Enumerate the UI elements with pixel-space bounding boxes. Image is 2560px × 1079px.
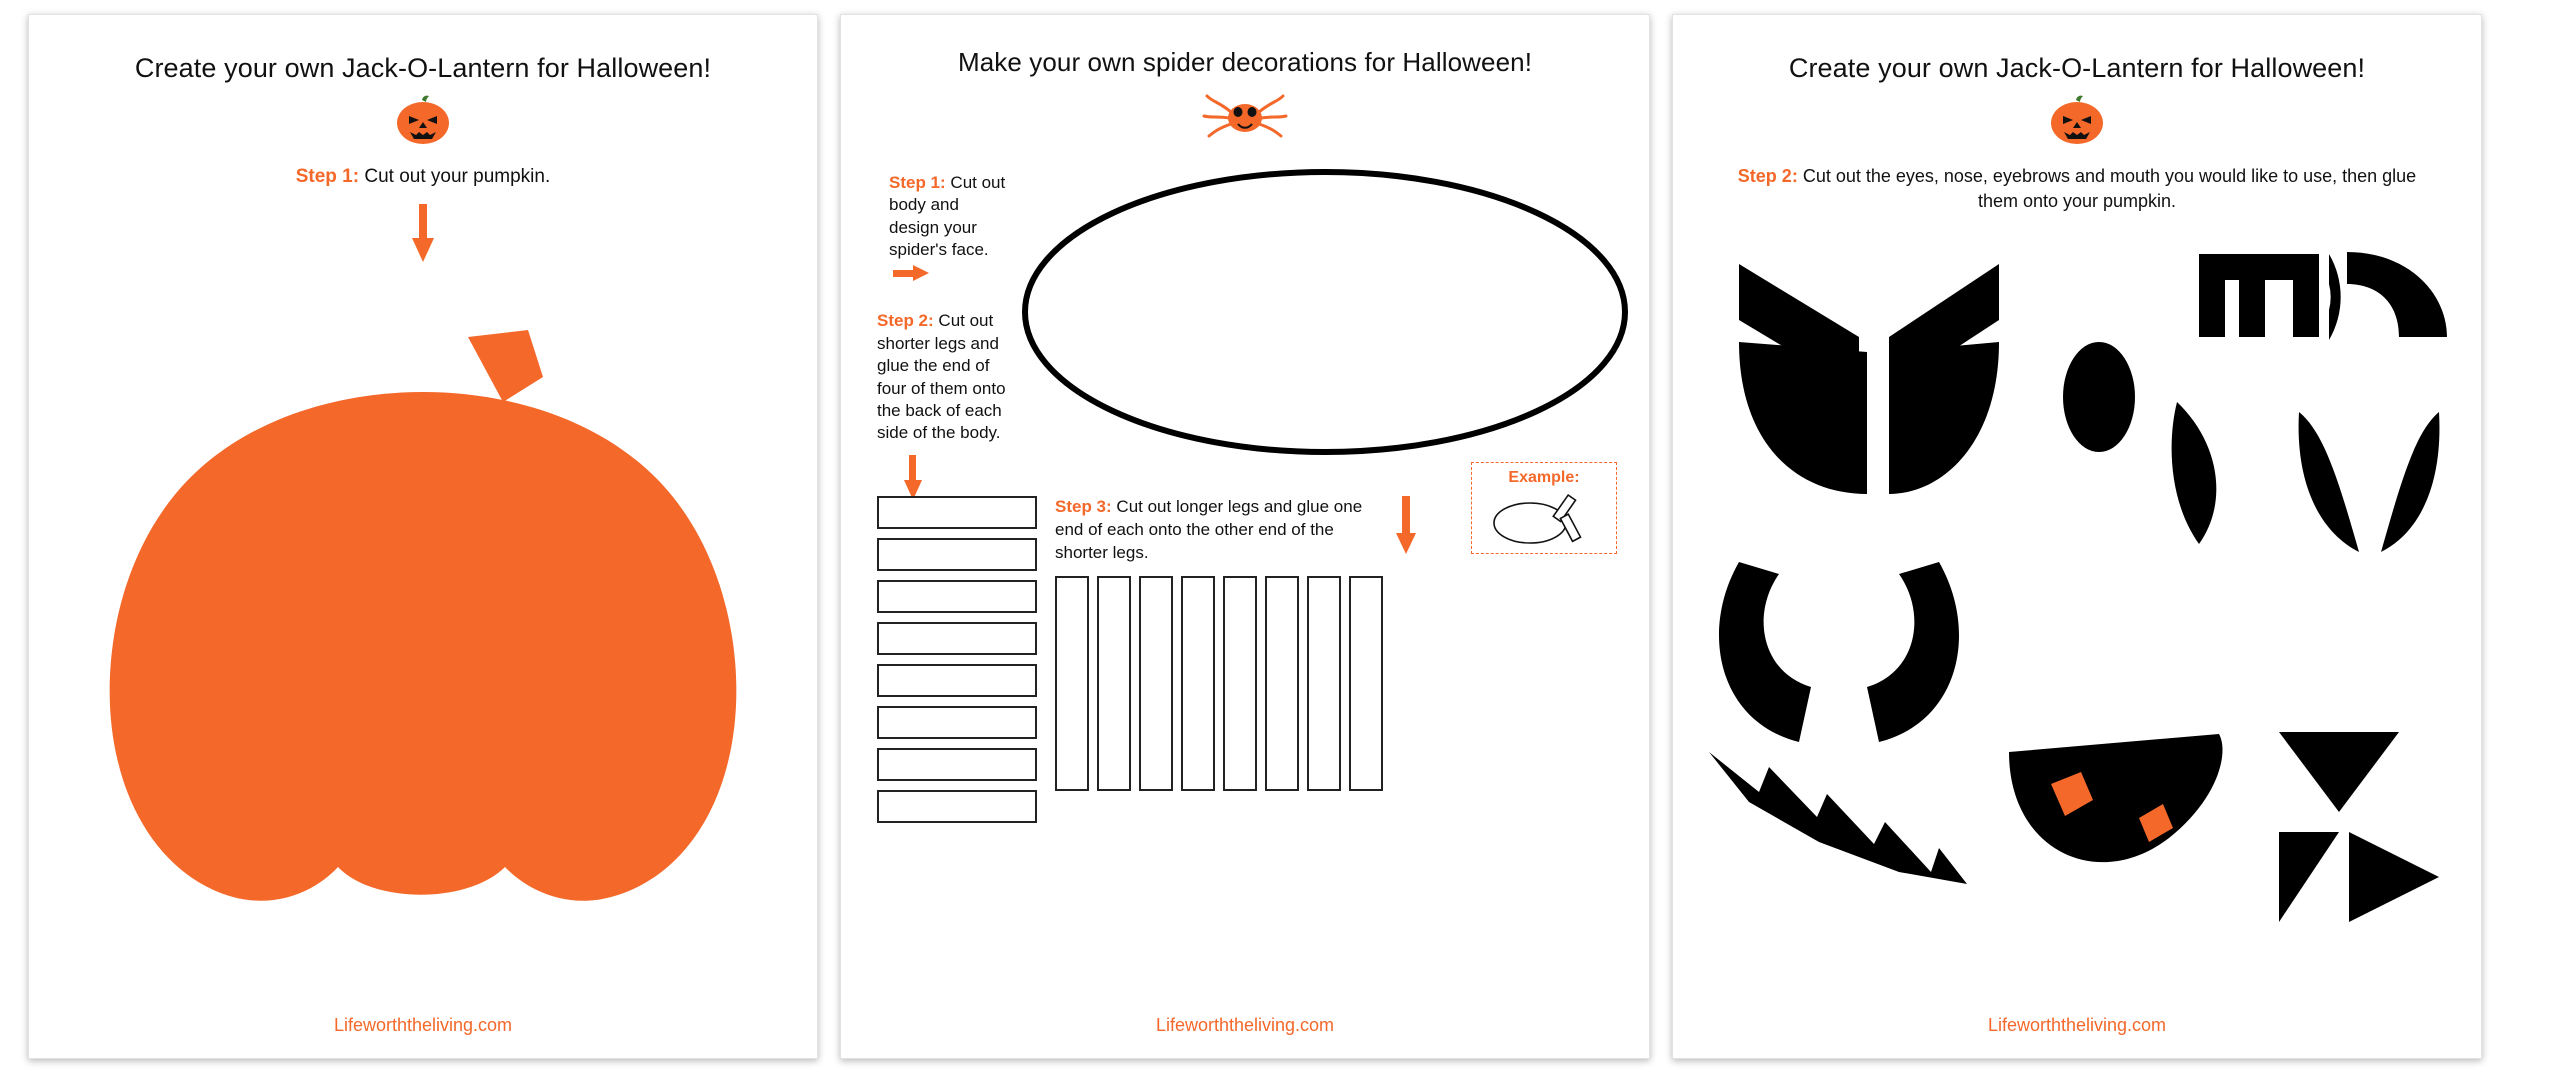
step-label: Step 2: — [1737, 166, 1798, 186]
spider-icon — [1201, 86, 1289, 144]
step-3-text — [1055, 496, 1385, 565]
sheet-pumpkin-template — [28, 14, 818, 1059]
footer-credit: Lifeworththeliving.com — [333, 1015, 513, 1035]
step-label: Step 3: — [1055, 497, 1112, 516]
leg-long-cutout — [1223, 576, 1257, 791]
nose-oval-cutout — [2063, 342, 2135, 452]
arrow-down-icon — [410, 204, 436, 264]
mouth-smile-cutout — [2009, 734, 2222, 862]
tooth-triangle-right — [2349, 832, 2439, 922]
example-label: Example: — [1508, 469, 1580, 486]
footer-credit: Lifeworththeliving.com — [1987, 1015, 2167, 1035]
step-label: Step 1: — [889, 173, 946, 192]
leg-short-cutout — [877, 790, 1037, 823]
step-label: Step 1: — [295, 166, 360, 187]
eyebrow-leaf-left-cutout — [2299, 412, 2359, 552]
step-1-text — [889, 172, 1009, 284]
nose-leaf-cutout — [2172, 402, 2217, 544]
step-label: Step 2: — [877, 311, 934, 331]
eye-left-cutout — [1739, 342, 1867, 494]
leg-short-cutout — [877, 706, 1037, 739]
arrow-right-icon — [893, 265, 929, 281]
spider-body-cutout — [1015, 162, 1635, 462]
short-legs-group — [877, 496, 1037, 832]
jack-o-lantern-icon — [392, 94, 454, 146]
leg-long-cutout — [1307, 576, 1341, 791]
spider-steps-column — [877, 172, 1009, 501]
example-box — [1471, 462, 1617, 554]
leg-long-cutout — [1349, 576, 1383, 791]
leg-short-cutout — [877, 538, 1037, 571]
eyebrow-leaf-right-cutout — [2381, 412, 2439, 552]
step-text: Cut out longer legs and glue one end of each onto the other end of the shorter legs. — [1055, 497, 1363, 562]
sheet-face-parts-template — [1672, 14, 2482, 1059]
spider-parts-area — [867, 144, 1623, 1024]
step-text: Cut out body and design your spider's face. — [889, 173, 1006, 260]
sheet-spider-template — [840, 14, 1650, 1059]
pumpkin-cutout-shape — [73, 282, 773, 942]
leg-long-cutout — [1181, 576, 1215, 791]
arrow-down-icon — [903, 455, 923, 501]
leg-long-cutout — [1097, 576, 1131, 791]
step-text: Cut out shorter legs and glue the end of four of them onto the back of each side of the body. — [877, 311, 1006, 443]
leg-short-cutout — [877, 496, 1037, 529]
step-2-text — [877, 310, 1009, 445]
leg-long-cutout — [1139, 576, 1173, 791]
leg-long-cutout — [1265, 576, 1299, 791]
leg-short-cutout — [877, 580, 1037, 613]
tooth-triangle-top — [2279, 732, 2399, 812]
step-2-text — [1733, 164, 2421, 214]
leg-short-cutout — [877, 664, 1037, 697]
page-title: Create your own Jack-O-Lantern for Halloween! — [1788, 53, 2366, 83]
eye-crescent-right-cutout — [1867, 562, 1959, 742]
long-legs-group — [1055, 576, 1383, 791]
page-title: Make your own spider decorations for Halloween! — [957, 47, 1533, 77]
mouth-jagged-cutout — [1709, 752, 1967, 884]
jack-o-lantern-icon — [2046, 94, 2108, 146]
example-illustration — [1478, 487, 1610, 549]
leg-long-cutout — [1055, 576, 1089, 791]
page-title: Create your own Jack-O-Lantern for Halloween! — [134, 53, 712, 83]
step-text: Cut out the eyes, nose, eyebrows and mouth you would like to use, then glue them onto your pumpkin. — [1797, 166, 2417, 212]
eyebrow-bracket-cutout — [2199, 254, 2319, 337]
step-1-text — [57, 164, 789, 190]
footer-credit: Lifeworththeliving.com — [1155, 1015, 1335, 1035]
eyebrow-arch-cutout — [2329, 254, 2341, 340]
tooth-triangle-left — [2279, 832, 2339, 922]
eye-right-cutout — [1889, 342, 1999, 494]
step-text: Cut out your pumpkin. — [359, 166, 551, 187]
eye-crescent-left-cutout — [1719, 562, 1811, 742]
leg-short-cutout — [877, 748, 1037, 781]
arrow-down-icon — [1395, 496, 1417, 556]
face-parts-shapes — [1699, 232, 2455, 992]
leg-short-cutout — [877, 622, 1037, 655]
